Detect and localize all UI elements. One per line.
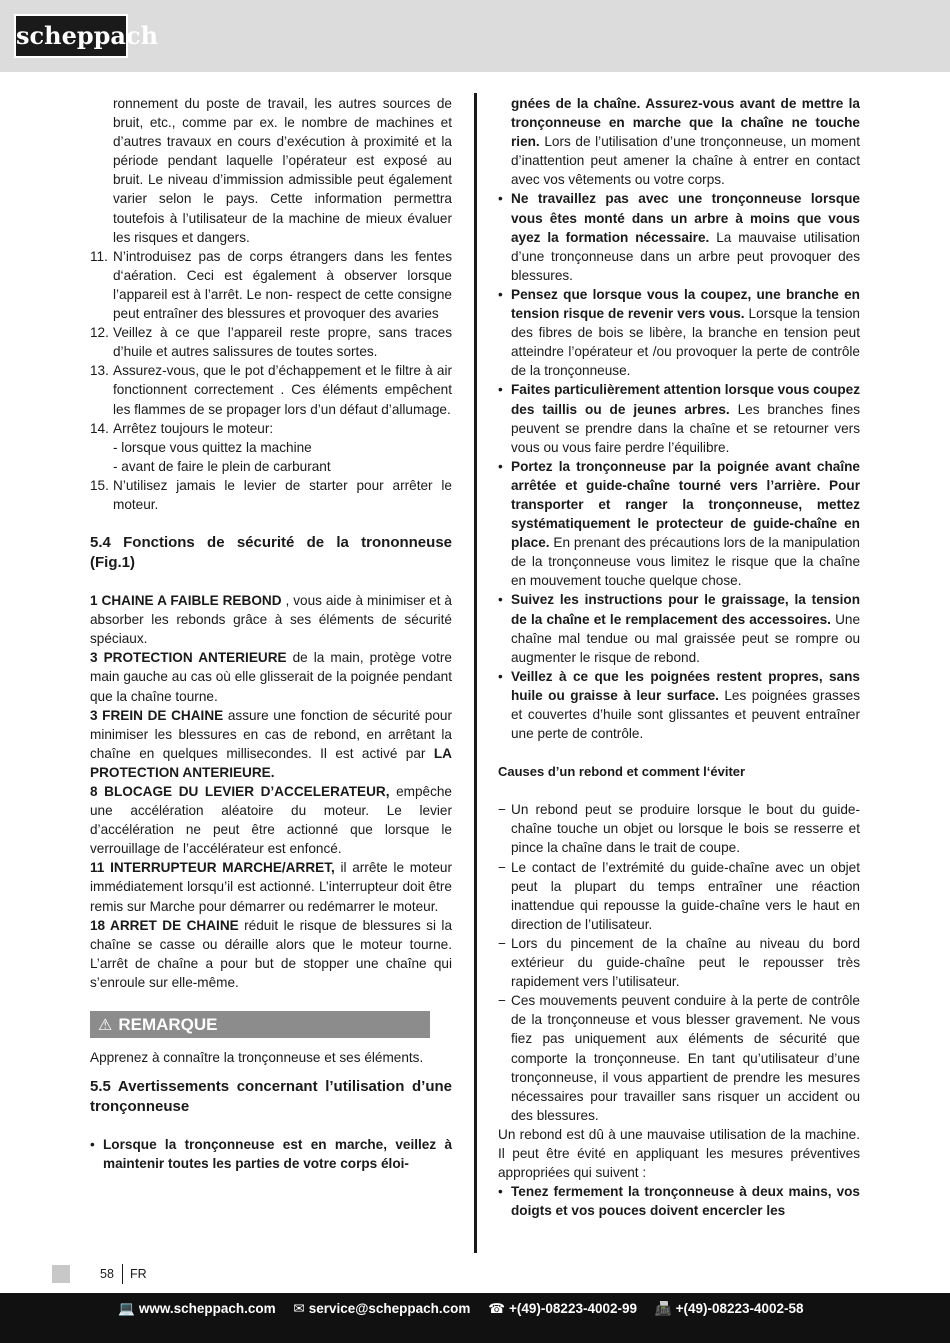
warning-icon: ⚠ — [98, 1017, 113, 1035]
column-divider — [474, 93, 477, 1253]
feature-throttle-lock: 8 BLOCAGE DU LEVIER D’ACCELERATEUR, empêche une accélération aléatoire du moteur. Le levier d’accélération ne peut être actionné que lorsque le verrouillage de l’accélérateur est enfoncé. — [90, 784, 452, 857]
dash-item: − Un rebond peut se produire lorsque le bout du guide-chaîne touche un objet ou lorsque le bois se resserre et pince la chaîne dans le trait de coupe. — [498, 802, 860, 856]
bullet-item: • Lorsque la tronçonneuse est en marche, veillez à maintenir toutes les parties de votre corps éloi- — [90, 1137, 452, 1172]
bullet-item: • Faites particulièrement attention lorsque vous coupez des taillis ou de jeunes arbres. Les branches fines peuvent se prendre dans la chaîne et se retourner vers vous ou vous faire perdre l’équilibre. — [498, 382, 860, 455]
section-5-4-title: 5.4 Fonctions de sécurité de la trononneuse (Fig.1) — [90, 534, 452, 571]
bullet-item: • Suivez les instructions pour le graissage, la tension de la chaîne et le remplacement des accessoires. Une chaîne mal tendue ou mal graissée peut se rompre ou augmenter le risque de rebond. — [498, 592, 861, 665]
email-link[interactable]: ✉ service@scheppach.com — [293, 1301, 471, 1316]
bullet-item: • Tenez fermement la tronçonneuse à deux mains, vos doigts et vos pouces doivent encercler les — [498, 1184, 860, 1219]
page-marker — [52, 1265, 70, 1283]
page-number: 58 — [100, 1267, 114, 1281]
scheppach-logo: scheppach — [14, 14, 128, 58]
page-language: FR — [130, 1267, 147, 1281]
bullet-item: • Pensez que lorsque vous la coupez, une branche en tension risque de revenir vers vous. Lorsque la tension des fibres de bois se libère, la branche en tension peut atteindre l’opérateur et /ou provoquer la perte de contrôle de la tronçonneuse. — [498, 286, 860, 379]
left-column — [90, 94, 452, 1173]
list-item: 15. N’utilisez jamais le levier de starter pour arrêter le moteur. — [90, 477, 452, 512]
continued-bullet: gnées de la chaîne. Assurez-vous avant de mettre la tronçonneuse en marche que la chaîne ne touche rien. Lors de l’utilisation d’une tronçonneuse, un moment d’inattention peut amener la chaîne à entrer en contact avec vos vêtements ou votre corps. — [511, 96, 860, 188]
feature-switch: 11 INTERRUPTEUR MARCHE/ARRET, il arrête le moteur immédiatement lorsqu’il est actionné. L’interrupteur doit être remis sur Marche pour démarrer ou redémarrer le moteur. — [90, 860, 453, 914]
remarque-text: Apprenez à connaître la tronçonneuse et ses éléments. — [90, 1050, 424, 1066]
list-item: 13. Assurez-vous, que le pot d’échappement et le filtre à air fonctionnent correctement . Ces éléments empêchent les flammes de se propager lors d’un défaut d’allumage. — [90, 363, 452, 417]
fax-icon: 📠 — [654, 1301, 672, 1316]
fax-number: 📠 +(49)-08223-4002-58 — [654, 1301, 804, 1316]
list-item: - avant de faire le plein de carburant — [113, 458, 331, 474]
rebond-paragraph: Un rebond est dû à une mauvaise utilisation de la machine. Il peut être évité en appliquant les mesures préventives appropriées qui suivent : — [498, 1126, 860, 1181]
page-separator — [122, 1264, 123, 1284]
phone-icon: ☎ — [488, 1301, 506, 1316]
feature-front-guard: 3 PROTECTION ANTERIEURE de la main, protège votre main gauche au cas où elle glisserait de la poignée pendant que la chaîne tourne. — [90, 650, 452, 704]
remarque-banner: ⚠ REMARQUE — [90, 1011, 430, 1038]
list-item: 12. Veillez à ce que l’appareil reste propre, sans traces d’huile et autres salissures de toutes sortes. — [90, 325, 452, 360]
dash-item: − Le contact de l’extrémité du guide-chaîne avec un objet peut la plupart du temps entraîner une réaction inattendue qui repousse la guide-chaîne vers le haut en direction de l’utilisateur. — [498, 859, 860, 932]
bullet-item: • Ne travaillez pas avec une tronçonneuse lorsque vous êtes monté dans un arbre à moins que vous ayez la formation nécessaire. La mauvaise utilisation d’une tronçonneuse dans un arbre peut provoquer des blessures. — [498, 191, 860, 283]
dash-item: − Ces mouvements peuvent conduire à la perte de contrôle de la tronçonneuse et vous blesser gravement. Ne vous fiez pas uniquement aux éléments de sécurité que comporte la tronçonneuse. En tant qu’utilisateur d’une tronçonneuse, il vous appartient de prendre les mesures nécessaires pour travailler sans risquer un accident ou des blessures. — [498, 993, 860, 1123]
bullet-item: • Veillez à ce que les poignées restent propres, sans huile ou graisse à leur surface. Les poignées grasses et couvertes d’huile sont glissantes et peuvent entraîner une perte de contrôle. — [498, 668, 860, 742]
list-item: 11. N’introduisez pas de corps étrangers dans les fentes d‘aération. Ceci est également à observer lorsque l’appareil est à l’arrêt. Le non- respect de cette consigne peut entraîner des blessures et provoquer des avaries — [90, 248, 452, 322]
causes-heading: Causes d’un rebond et comment l‘éviter — [498, 764, 746, 780]
feature-chain: 1 CHAINE A FAIBLE REBOND , vous aide à minimiser et à absorber les rebonds grâce à ses éléments de sécurité spéciaux. — [90, 593, 452, 647]
footer-band — [0, 1293, 950, 1343]
list-item: 14. Arrêtez toujours le moteur: — [90, 420, 274, 436]
list-item: - lorsque vous quittez la machine — [113, 439, 312, 455]
website-link[interactable]: 💻 www.scheppach.com — [118, 1301, 276, 1316]
feature-chain-brake: 3 FREIN DE CHAINE assure une fonction de sécurité pour minimiser les blessures en cas de rebond, en arrêtant la chaîne en quelques millisecondes. Il est activé par LA PROTECTION ANTERIEURE. — [90, 707, 452, 780]
computer-icon: 💻 — [118, 1301, 135, 1316]
feature-chain-catcher: 18 ARRET DE CHAINE réduit le risque de blessures si la chaîne se casse ou déraille alors que le moteur tourne. L’arrêt de chaîne a pour but de stopper une chaîne qui s’enroule sur elle-même. — [90, 917, 453, 990]
header-band — [0, 0, 950, 72]
section-5-5-title: 5.5 Avertissements concernant l’utilisation d’une tronçonneuse — [90, 1078, 452, 1115]
footer-contacts — [118, 1301, 818, 1317]
phone-number: ☎ +(49)-08223-4002-99 — [488, 1301, 637, 1316]
mail-icon: ✉ — [293, 1301, 305, 1316]
dash-item: − Lors du pincement de la chaîne au niveau du bord extérieur du guide-chaîne peut le repousser très rapidement vers l’utilisateur. — [498, 935, 860, 990]
bullet-item: • Portez la tronçonneuse par la poignée avant chaîne arrêtée et guide-chaîne tourné vers l’arrière. Pour transporter et ranger la tronçonneuse, mettez systématiquement le protecteur de guide-chaîne en place. En prenant des précautions lors de la manipulation de la tronçonneuse vous limitez le risque que la chaîne en mouvement touche quelque chose. — [498, 458, 860, 589]
right-column — [498, 94, 860, 1220]
intro-paragraph: ronnement du poste de travail, les autres sources de bruit, etc., comme par ex. le nombre de machines et d’autres travaux en cours d’exécution à proximité et la période pendant laquelle l’opérateur est exposé au bruit. Le niveau d’immission admissible peut également varier selon le pays. Cette information permettra toutefois à l’utilisateur de la machine de mieux évaluer les risques et dangers. — [113, 96, 452, 245]
